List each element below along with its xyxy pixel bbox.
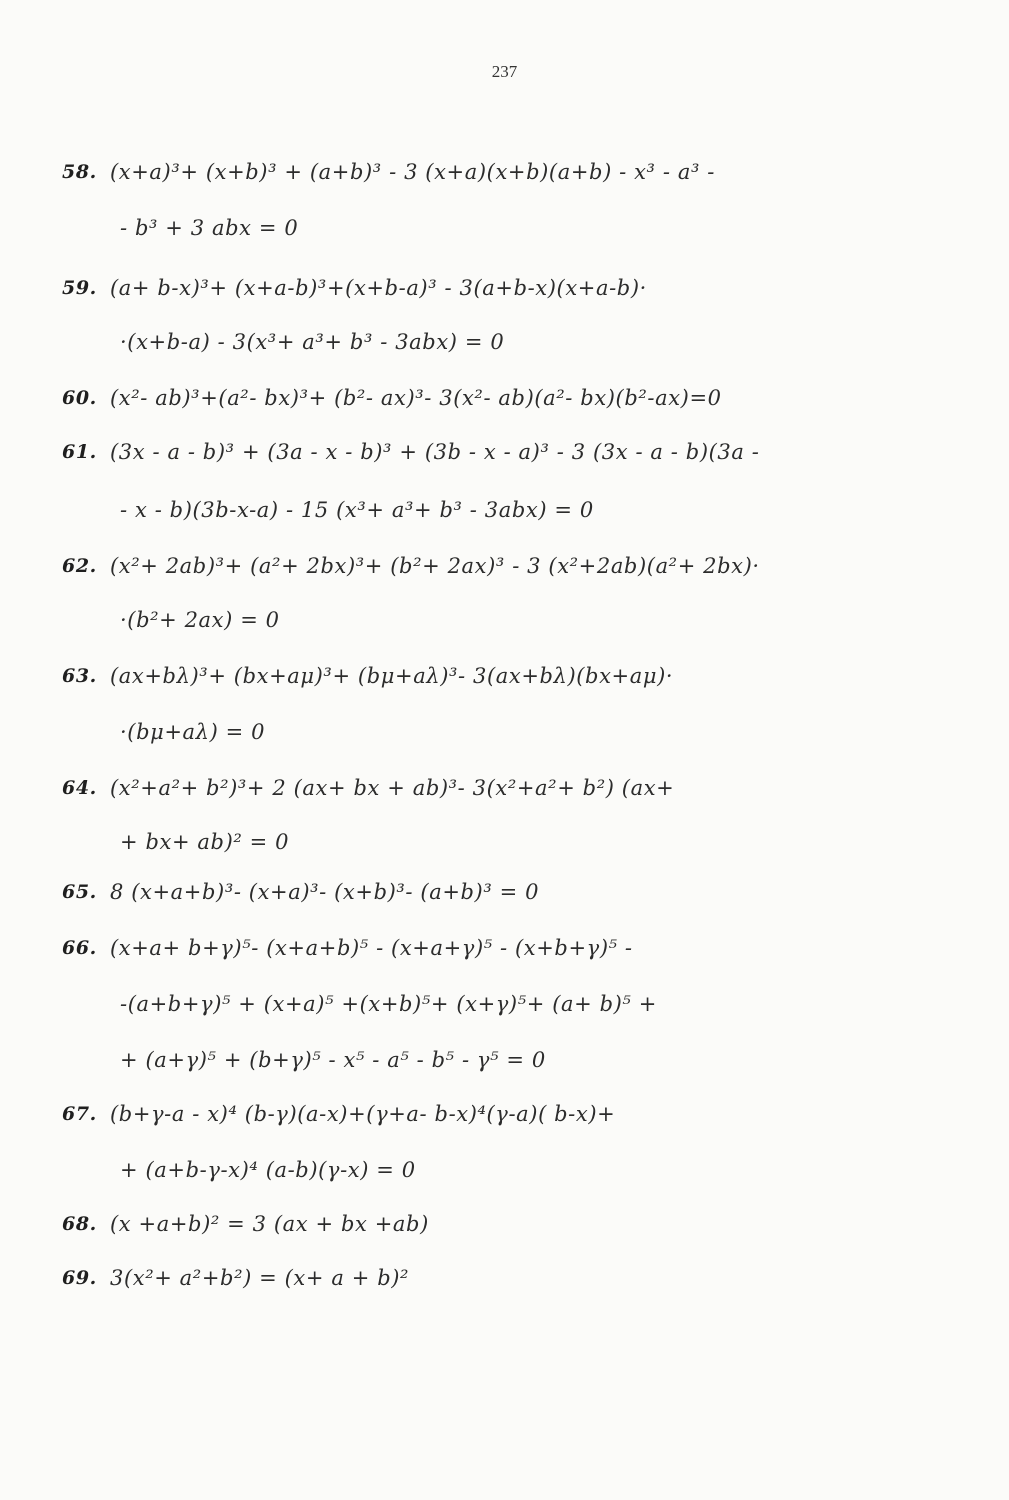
equation-line: (x+a+ b+γ)⁵- (x+a+b)⁵ - (x+a+γ)⁵ - (x+b+γ)⁵ - <box>110 936 633 960</box>
equation-number: 59. <box>62 277 97 299</box>
equation-number: 61. <box>62 441 97 463</box>
equation-line: ·(b²+ 2ax) = 0 <box>120 608 280 632</box>
equation-number: 62. <box>62 555 97 577</box>
equation-line: ·(bμ+aλ) = 0 <box>120 720 266 744</box>
equation-line: 3(x²+ a²+b²) = (x+ a + b)² <box>110 1266 410 1290</box>
equation-line: (x²+a²+ b²)³+ 2 (ax+ bx + ab)³- 3(x²+a²+ b²) (ax+ <box>110 776 675 800</box>
equation-line: + bx+ ab)² = 0 <box>120 830 290 854</box>
equation-number: 60. <box>62 387 97 409</box>
equation-number: 68. <box>62 1213 97 1235</box>
equation-line: (b+γ-a - x)⁴ (b-γ)(a-x)+(γ+a- b-x)⁴(γ-a)( b-x)+ <box>110 1102 616 1126</box>
equation-number: 69. <box>62 1267 97 1289</box>
equation-line: ·(x+b-a) - 3(x³+ a³+ b³ - 3abx) = 0 <box>120 330 505 354</box>
equation-line: (x+a)³+ (x+b)³ + (a+b)³ - 3 (x+a)(x+b)(a+b) - x³ - a³ - <box>110 160 715 184</box>
equation-number: 65. <box>62 881 97 903</box>
equation-line: - x - b)(3b-x-a) - 15 (x³+ a³+ b³ - 3abx) = 0 <box>120 498 594 522</box>
equation-number: 58. <box>62 161 97 183</box>
equation-line: (x²+ 2ab)³+ (a²+ 2bx)³+ (b²+ 2ax)³ - 3 (x²+2ab)(a²+ 2bx)· <box>110 554 760 578</box>
equation-line: + (a+γ)⁵ + (b+γ)⁵ - x⁵ - a⁵ - b⁵ - γ⁵ = 0 <box>120 1048 546 1072</box>
equation-line: (x²- ab)³+(a²- bx)³+ (b²- ax)³- 3(x²- ab)(a²- bx)(b²-ax)=0 <box>110 386 722 410</box>
equation-line: (3x - a - b)³ + (3a - x - b)³ + (3b - x - a)³ - 3 (3x - a - b)(3a - <box>110 440 760 464</box>
equation-number: 63. <box>62 665 97 687</box>
equation-line: (ax+bλ)³+ (bx+aμ)³+ (bμ+aλ)³- 3(ax+bλ)(bx+aμ)· <box>110 664 674 688</box>
equation-line: 8 (x+a+b)³- (x+a)³- (x+b)³- (a+b)³ = 0 <box>110 880 540 904</box>
equation-line: - b³ + 3 abx = 0 <box>120 216 299 240</box>
equation-number: 66. <box>62 937 97 959</box>
equation-number: 67. <box>62 1103 97 1125</box>
equation-line: (a+ b-x)³+ (x+a-b)³+(x+b-a)³ - 3(a+b-x)(x+a-b)· <box>110 276 647 300</box>
equation-line: (x +a+b)² = 3 (ax + bx +ab) <box>110 1212 429 1236</box>
page-number: 237 <box>491 62 518 81</box>
equation-number: 64. <box>62 777 97 799</box>
equation-line: -(a+b+γ)⁵ + (x+a)⁵ +(x+b)⁵+ (x+γ)⁵+ (a+ b)⁵ + <box>120 992 657 1016</box>
equation-line: + (a+b-γ-x)⁴ (a-b)(γ-x) = 0 <box>120 1158 416 1182</box>
